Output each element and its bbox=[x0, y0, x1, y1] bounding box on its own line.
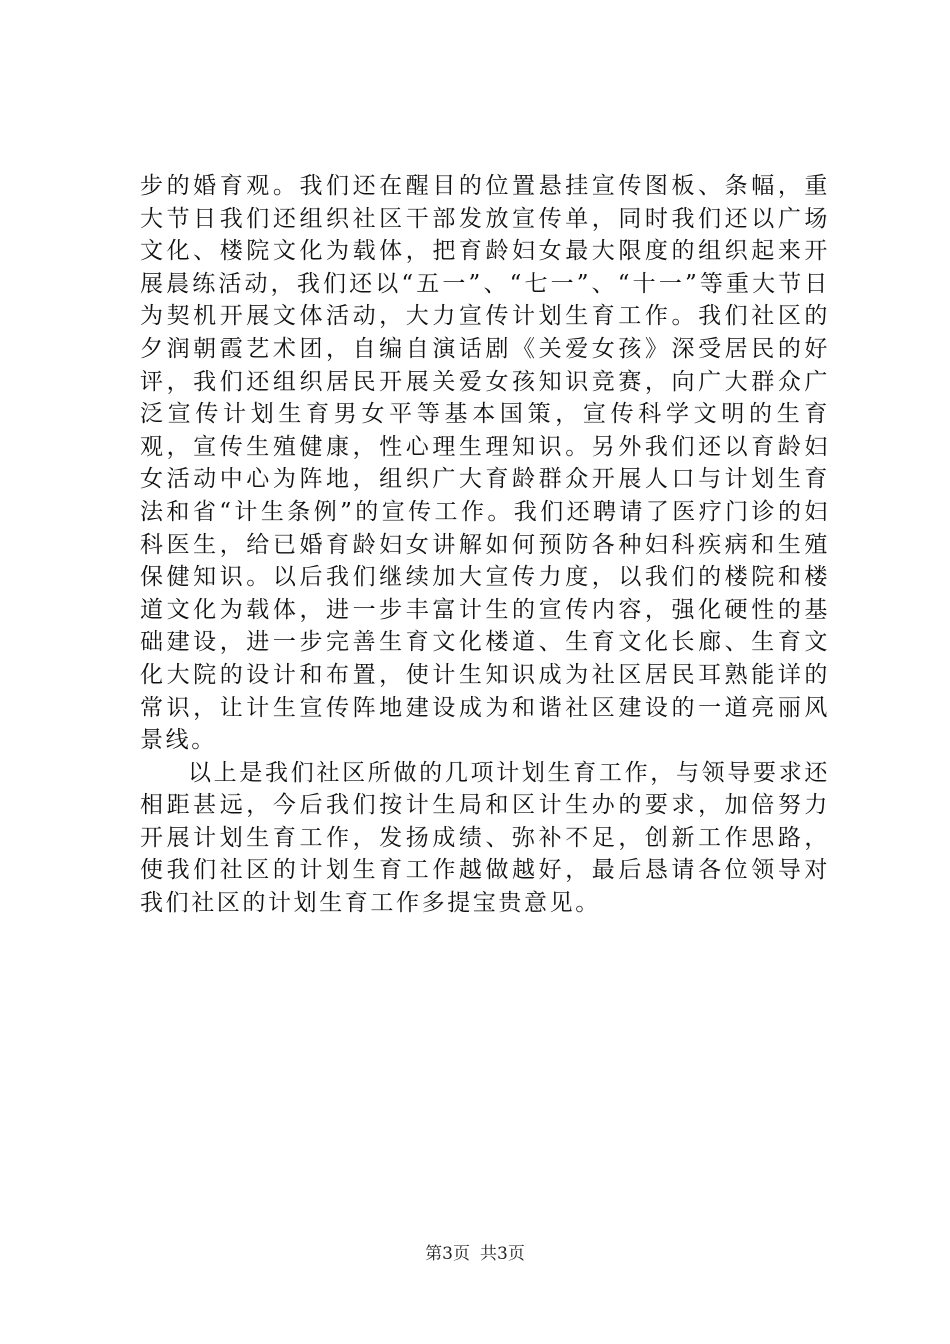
paragraph-continued: 步的婚育观。我们还在醒目的位置悬挂宣传图板、条幅，重大节日我们还组织社区干部发放宣传单，同时我们还以广场文化、楼院文化为载体，把育龄妇女最大限度的组织起来开展晨练活动，我们还以“五一”、“七一”、“十一”等重大节日为契机开展文体活动，大力宣传计划生育工作。我们社区的夕润朝霞艺术团，自编自演话剧《关爱女孩》深受居民的好评，我们还组织居民开展关爱女孩知识竞赛，向广大群众广泛宣传计划生育男女平等基本国策，宣传科学文明的生育观，宣传生殖健康，性心理生理知识。另外我们还以育龄妇女活动中心为阵地，组织广大育龄群众开展人口与计划生育法和省“计生条例”的宣传工作。我们还聘请了医疗门诊的妇科医生，给已婚育龄妇女讲解如何预防各种妇科疾病和生殖保健知识。以后我们继续加大宣传力度，以我们的楼院和楼道文化为载体，进一步丰富计生的宣传内容，强化硬性的基础建设，进一步完善生育文化楼道、生育文化长廊、生育文化大院的设计和布置，使计生知识成为社区居民耳熟能详的常识，让计生宣传阵地建设成为和谐社区建设的一道亮丽风景线。 bbox=[140, 173, 830, 754]
document-body bbox=[140, 170, 830, 920]
page-number: 第3页 bbox=[425, 1244, 470, 1264]
page-total: 共3页 bbox=[480, 1244, 525, 1264]
page-footer bbox=[0, 1243, 950, 1265]
paragraph-conclusion: 以上是我们社区所做的几项计划生育工作，与领导要求还相距甚远，今后我们按计生局和区计生办的要求，加倍努力开展计划生育工作，发扬成绩、弥补不足，创新工作思路，使我们社区的计划生育工作越做越好，最后恳请各位领导对我们社区的计划生育工作多提宝贵意见。 bbox=[140, 759, 830, 917]
